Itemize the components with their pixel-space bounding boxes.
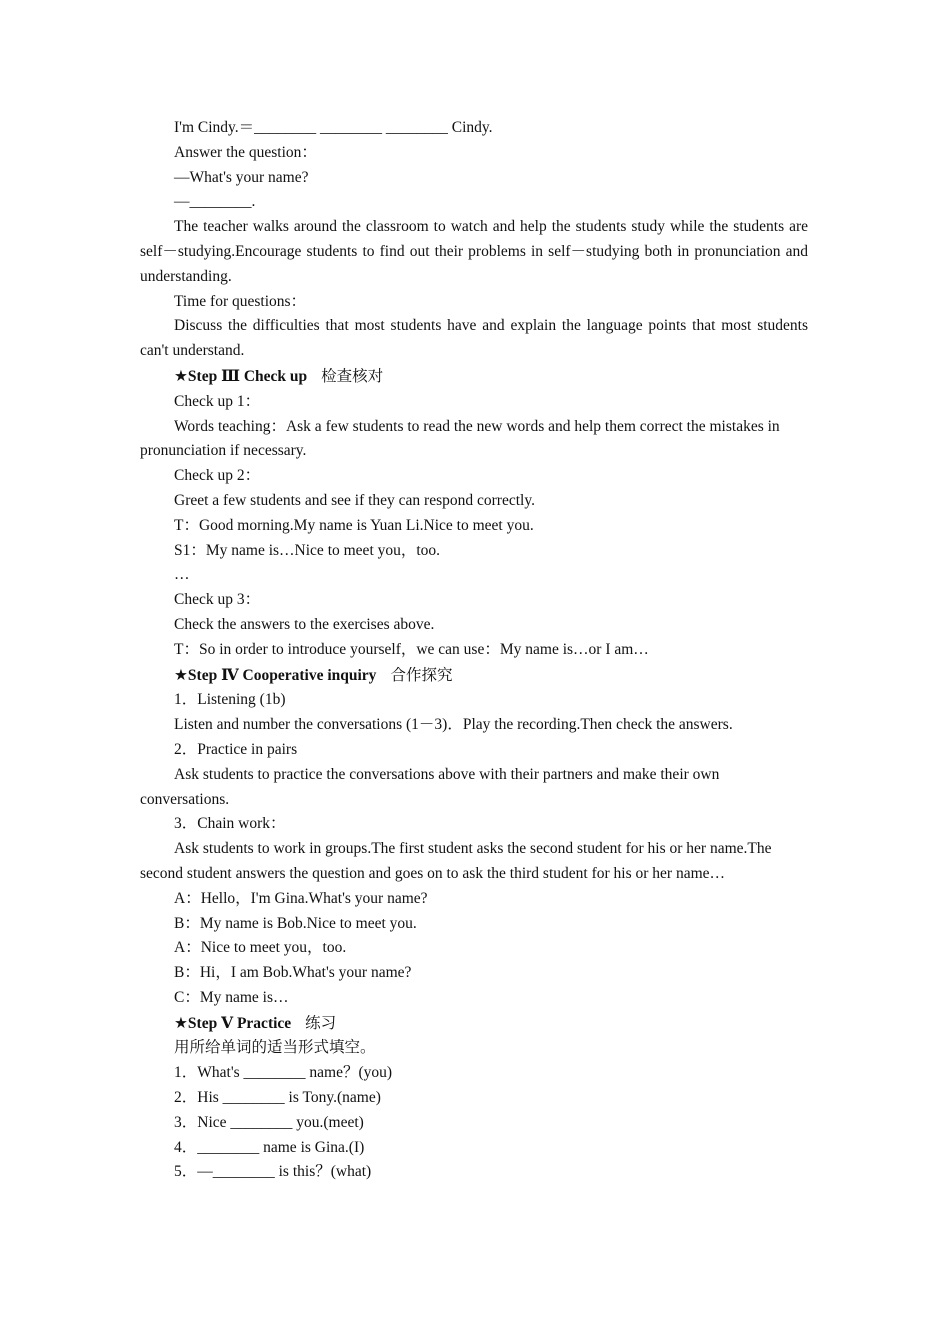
text-line: Check the answers to the exercises above. bbox=[174, 615, 435, 633]
exercise-item: 1．What's ________ name？(you) bbox=[174, 1064, 393, 1082]
exercise-item: 4．________ name is Gina.(I) bbox=[174, 1138, 365, 1156]
exercise-item: 5．—________ is this？(what) bbox=[174, 1163, 372, 1181]
document-page bbox=[140, 116, 812, 1185]
dialogue-line: C：My name is… bbox=[174, 988, 289, 1006]
dialogue-line: B：Hi，I am Bob.What's your name? bbox=[174, 964, 412, 982]
text-line: T：Good morning.My name is Yuan Li.Nice to meet you. bbox=[174, 516, 534, 534]
step-5-heading bbox=[140, 1011, 808, 1037]
text-line: —What's your name? bbox=[174, 168, 309, 186]
text-line: Check up 1： bbox=[174, 392, 261, 410]
text-line: 3．Chain work： bbox=[174, 815, 286, 833]
paragraph: Ask students to practice the conversations above with their partners and make their own conversations. bbox=[140, 765, 724, 808]
text-line: Check up 2： bbox=[174, 467, 261, 485]
text-line: Answer the question： bbox=[174, 143, 317, 161]
text-line: —________. bbox=[174, 193, 256, 211]
text-line: 1．Listening (1b) bbox=[174, 691, 286, 709]
text-line: Greet a few students and see if they can respond correctly. bbox=[174, 491, 535, 509]
step-4-cn: 合作探究 bbox=[390, 666, 453, 684]
star-icon: ★ bbox=[174, 665, 188, 684]
paragraph: Discuss the difficulties that most students have and explain the language points that most students can't understand. bbox=[140, 317, 812, 360]
step-3-title: Step Ⅲ Check up bbox=[187, 367, 308, 385]
text-line: Listen and number the conversations (1－3)．Play the recording.Then check the answers. bbox=[174, 716, 733, 734]
star-icon: ★ bbox=[174, 366, 188, 385]
text-line: T：So in order to introduce yourself，we can use：My name is…or I am… bbox=[174, 640, 649, 658]
step-4-title: Step Ⅳ Cooperative inquiry bbox=[187, 666, 377, 684]
text-line: I'm Cindy.＝________ ________ ________ Cindy. bbox=[174, 119, 493, 136]
paragraph: Words teaching：Ask a few students to read the new words and help them correct the mistakes in pronunciation if necessary. bbox=[140, 417, 784, 460]
text-line: 2．Practice in pairs bbox=[174, 740, 298, 758]
text-line: S1：My name is…Nice to meet you，too. bbox=[174, 541, 441, 559]
step-4-heading bbox=[140, 663, 808, 689]
exercise-item: 2．His ________ is Tony.(name) bbox=[174, 1089, 381, 1107]
step-3-cn: 检查核对 bbox=[321, 367, 384, 385]
instruction-line: 用所给单词的适当形式填空。 bbox=[174, 1039, 376, 1057]
text-line: Check up 3： bbox=[174, 591, 261, 609]
paragraph: The teacher walks around the classroom to watch and help the students study while the students are self－studying.Encourage students to find out their problems in self－studying both in pronunciation and understanding. bbox=[140, 218, 812, 285]
paragraph: Ask students to work in groups.The first student asks the second student for his or her name.The second student answers the question and goes on to ask the third student for his or her name… bbox=[140, 840, 776, 882]
step-5-title: Step Ⅴ Practice bbox=[187, 1014, 292, 1032]
exercise-item: 3．Nice ________ you.(meet) bbox=[174, 1113, 364, 1131]
step-5-cn: 练习 bbox=[305, 1014, 337, 1032]
dialogue-line: B：My name is Bob.Nice to meet you. bbox=[174, 914, 417, 932]
dialogue-line: A：Hello，I'm Gina.What's your name? bbox=[174, 889, 428, 907]
text-line: Time for questions： bbox=[174, 292, 307, 310]
step-3-heading bbox=[140, 364, 808, 390]
text-line: … bbox=[174, 566, 190, 584]
dialogue-line: A：Nice to meet you，too. bbox=[174, 939, 347, 957]
star-icon: ★ bbox=[174, 1013, 188, 1032]
